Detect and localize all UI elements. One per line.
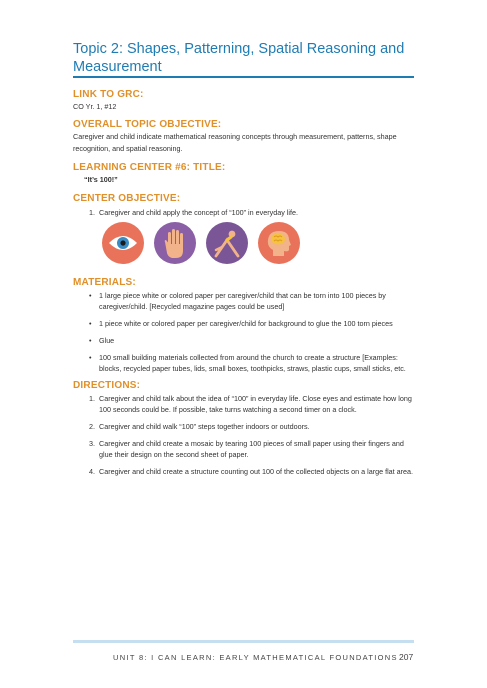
item-text: 1 large piece white or colored paper per caregiver/child that can be torn into 100 pieces by caregiver/child. [Recycled magazine pages could be used] — [99, 291, 386, 311]
list-item — [89, 438, 419, 460]
learning-center-title: “It’s 100!” — [84, 175, 118, 184]
list-item — [89, 318, 419, 329]
center-objective-heading: CENTER OBJECTIVE: — [73, 193, 181, 204]
item-text: Glue — [99, 336, 115, 345]
item-text: Caregiver and child walk “100” steps together indoors or outdoors. — [99, 422, 310, 431]
item-number: 3. — [89, 439, 95, 448]
bullet: • — [89, 291, 92, 300]
item-text: 1 piece white or colored paper per caregiver/child for background to glue the 100 torn pieces — [99, 319, 393, 328]
list-item — [89, 393, 419, 415]
overall-objective-text: Caregiver and child indicate mathematical reasoning concepts through measurement, patterns, shape recognition, and spatial reasoning. — [73, 132, 397, 153]
item-number: 1. — [89, 394, 95, 403]
page-number: 207 — [399, 652, 414, 662]
hand-icon — [154, 222, 196, 264]
item-text: 100 small building materials collected from around the church to create a structure [Examples: blocks, recycled paper tubes, lids, small boxes, toothpicks, straws, plastic cups, small sticks, etc. — [99, 353, 406, 373]
bullet: • — [89, 336, 92, 345]
list-item — [89, 335, 419, 346]
item-text: Caregiver and child create a mosaic by tearing 100 pieces of small paper using their fingers and glue their design on the second sheet of paper. — [99, 439, 404, 459]
item-number: 4. — [89, 467, 95, 476]
list-item — [89, 207, 419, 218]
bullet: • — [89, 353, 92, 362]
list-item — [89, 352, 419, 374]
title-divider — [73, 76, 414, 78]
eye-icon — [102, 222, 144, 264]
footer-unit-title: UNIT 8: I CAN LEARN: EARLY MATHEMATICAL FOUNDATIONS — [113, 653, 398, 662]
item-text: Caregiver and child talk about the idea of “100” in everyday life. Close eyes and estimate how long 100 seconds could be. If possible, take turns watching a second timer on a clock. — [99, 394, 412, 414]
directions-heading: DIRECTIONS: — [73, 380, 141, 391]
bullet: • — [89, 319, 92, 328]
list-item — [89, 290, 419, 312]
list-item — [89, 466, 419, 477]
skill-icons — [102, 222, 300, 264]
yoga-pose-icon — [206, 222, 248, 264]
materials-list — [89, 290, 419, 374]
directions-list — [89, 393, 419, 477]
footer-divider — [73, 640, 414, 643]
link-text: CO Yr. 1, #12 — [73, 102, 117, 111]
item-text: Caregiver and child create a structure counting out 100 of the collected objects on a large flat area. — [99, 467, 414, 476]
item-text: Caregiver and child apply the concept of “100” in everyday life. — [99, 208, 298, 217]
center-objective-list — [89, 207, 419, 218]
item-number: 2. — [89, 422, 95, 431]
overall-objective-heading: OVERALL TOPIC OBJECTIVE: — [73, 119, 222, 130]
brain-head-icon — [258, 222, 300, 264]
list-item — [89, 421, 419, 432]
materials-heading: MATERIALS: — [73, 277, 136, 288]
item-number: 1. — [89, 208, 95, 217]
learning-center-heading: LEARNING CENTER #6: TITLE: — [73, 162, 226, 173]
link-heading: LINK TO GRC: — [73, 89, 144, 100]
page-title: Topic 2: Shapes, Patterning, Spatial Reasoning and Measurement — [73, 41, 405, 75]
